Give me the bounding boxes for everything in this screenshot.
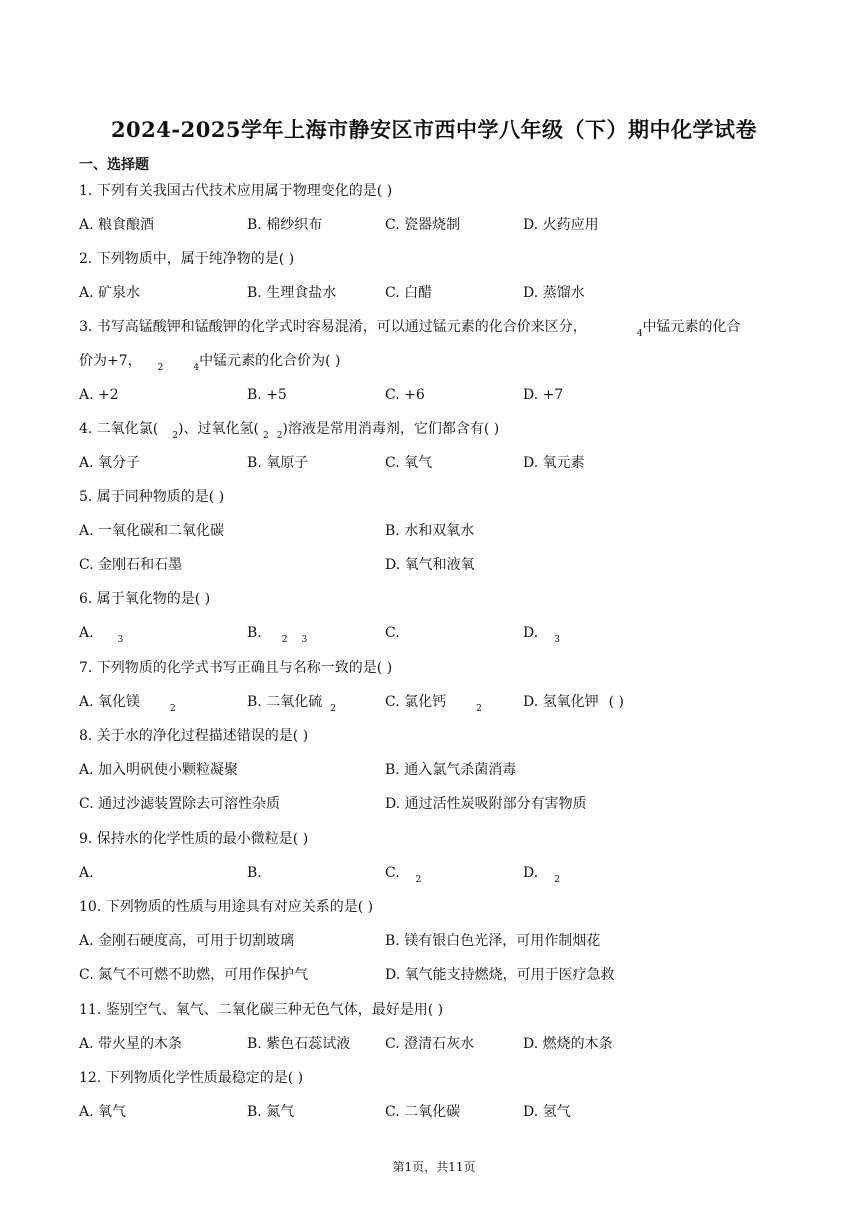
subscript: 3	[301, 635, 308, 645]
subscript: 2	[476, 704, 482, 714]
subscript: 2	[281, 635, 288, 645]
question-6-stem: 6. 属于氧化物的是( )	[79, 591, 211, 607]
stem-text: )溶液是常用消毒剂，它们都含有( )	[282, 421, 500, 437]
option-b: B.	[247, 865, 262, 881]
option-label: C.	[385, 865, 400, 881]
option-b: B. 紫色石蕊试液	[247, 1036, 351, 1052]
option-label: B. 二氧化硫	[247, 694, 323, 710]
page-footer: 第1页，共11页	[392, 1160, 476, 1174]
option-d: D. 通过活性炭吸附部分有害物质	[385, 796, 587, 812]
option-label: B.	[247, 625, 262, 641]
question-4-stem	[79, 420, 499, 440]
option-d	[523, 693, 624, 711]
stem-text: 价为+7，	[79, 353, 142, 369]
option-d	[523, 864, 560, 884]
option-a	[79, 624, 123, 644]
option-label: D. 氢氧化钾	[523, 694, 599, 710]
question-6-options	[79, 624, 799, 645]
option-c: C.	[385, 625, 400, 641]
option-b: B. 生理食盐水	[247, 285, 337, 301]
option-label: D.	[523, 865, 539, 881]
option-b: B. 氧原子	[247, 455, 309, 471]
option-a: A. 加入明矾使小颗粒凝聚	[79, 762, 239, 778]
question-1-stem: 1. 下列有关我国古代技术应用属于物理变化的是( )	[79, 183, 393, 199]
option-d: D. 蒸馏水	[523, 285, 585, 301]
option-d	[523, 624, 560, 644]
subscript: 4	[193, 363, 200, 373]
subscript: 2	[172, 431, 179, 441]
subscript: 2	[262, 431, 269, 441]
question-10-stem: 10. 下列物质的性质与用途具有对应关系的是( )	[79, 899, 374, 915]
question-10-options-row2	[79, 966, 799, 984]
option-d: D. 火药应用	[523, 217, 599, 233]
question-4-options	[79, 454, 799, 472]
option-a: A. 带火星的木条	[79, 1036, 183, 1052]
option-a	[79, 693, 176, 713]
option-c: C. 氧气	[385, 455, 433, 471]
section-heading: 一、选择题	[79, 157, 149, 173]
option-c: C. 二氧化碳	[385, 1104, 461, 1120]
option-d: D. 氧元素	[523, 455, 585, 471]
option-c	[385, 864, 421, 884]
subscript: 2	[554, 875, 560, 885]
option-c: C. 氮气不可燃不助燃，可用作保护气	[79, 967, 309, 983]
option-c: C. 澄清石灰水	[385, 1036, 475, 1052]
option-b: B. 氮气	[247, 1104, 295, 1120]
subscript: 3	[554, 635, 560, 645]
question-2-options	[79, 284, 799, 302]
option-b: B. +5	[247, 387, 287, 403]
question-8-options-row1	[79, 761, 799, 779]
subscript: 2	[330, 704, 336, 714]
option-a: A. 粮食酿酒	[79, 217, 155, 233]
option-b	[247, 624, 307, 644]
question-1-options	[79, 216, 799, 234]
question-7-stem: 7. 下列物质的化学式书写正确且与名称一致的是( )	[79, 660, 393, 676]
option-b: B. 棉纱织布	[247, 217, 323, 233]
question-11-options	[79, 1035, 799, 1053]
option-c: C. 金刚石和石墨	[79, 557, 183, 573]
option-label: A. 氧化镁	[79, 694, 141, 710]
subscript: 2	[415, 875, 422, 885]
question-11-stem: 11. 鉴别空气、氧气、二氧化碳三种无色气体，最好是用( )	[79, 1002, 444, 1018]
subscript: 2	[157, 363, 164, 373]
option-a: A. 氧气	[79, 1104, 127, 1120]
option-d: D. 氧气能支持燃烧，可用于医疗急救	[385, 967, 615, 983]
question-9-options	[79, 864, 799, 885]
option-b: B. 镁有银白色光泽，可用作制烟花	[385, 933, 601, 949]
question-5-options-row1	[79, 522, 799, 540]
question-5-stem: 5. 属于同种物质的是( )	[79, 489, 225, 505]
question-2-stem: 2. 下列物质中，属于纯净物的是( )	[79, 251, 295, 267]
subscript: 2	[170, 704, 176, 714]
stem-text: 3. 书写高锰酸钾和锰酸钾的化学式时容易混淆，可以通过锰元素的化合价来区分，	[79, 319, 587, 335]
question-3-stem-line2	[79, 352, 340, 372]
subscript: 2	[276, 431, 283, 441]
option-b: B. 水和双氧水	[385, 523, 475, 539]
option-a: A. 矿泉水	[79, 285, 141, 301]
page-title: 2024-2025学年上海市静安区市西中学八年级（下）期中化学试卷	[110, 117, 758, 142]
option-label: D.	[523, 625, 539, 641]
option-c: C. 瓷器烧制	[385, 217, 461, 233]
question-9-stem: 9. 保持水的化学性质的最小微粒是( )	[79, 831, 309, 847]
question-12-options	[79, 1103, 799, 1121]
option-label: A.	[79, 625, 94, 641]
option-label: C. 氯化钙	[385, 694, 447, 710]
option-a: A. 氧分子	[79, 455, 141, 471]
option-d: D. 燃烧的木条	[523, 1036, 613, 1052]
question-3-options	[79, 386, 799, 404]
option-b: B. 通入氯气杀菌消毒	[385, 762, 517, 778]
subscript: 4	[636, 329, 643, 339]
question-10-options-row1	[79, 932, 799, 950]
question-3-stem-line1	[79, 318, 741, 338]
question-5-options-row2	[79, 556, 799, 574]
question-12-stem: 12. 下列物质化学性质最稳定的是( )	[79, 1070, 304, 1086]
option-b	[247, 693, 336, 713]
stem-text: 中锰元素的化合	[642, 319, 741, 335]
option-tail: ( )	[608, 694, 625, 710]
option-a: A. +2	[79, 387, 119, 403]
option-c: C. +6	[385, 387, 425, 403]
stem-text: )、过氧化氢(	[178, 421, 259, 437]
question-8-stem: 8. 关于水的净化过程描述错误的是( )	[79, 728, 309, 744]
option-c: C. 通过沙滤装置除去可溶性杂质	[79, 796, 281, 812]
option-a: A. 金刚石硬度高，可用于切割玻璃	[79, 933, 295, 949]
question-8-options-row2	[79, 795, 799, 813]
option-a: A.	[79, 865, 94, 881]
stem-text: 中锰元素的化合价为( )	[199, 353, 341, 369]
option-c	[385, 693, 482, 713]
stem-text: 4. 二氧化氯(	[79, 421, 159, 437]
option-a: A. 一氧化碳和二氧化碳	[79, 523, 225, 539]
option-d: D. +7	[523, 387, 564, 403]
option-d: D. 氧气和液氧	[385, 557, 475, 573]
subscript: 3	[117, 635, 124, 645]
option-d: D. 氢气	[523, 1104, 571, 1120]
option-c: C. 白醋	[385, 285, 433, 301]
question-7-options	[79, 693, 799, 714]
